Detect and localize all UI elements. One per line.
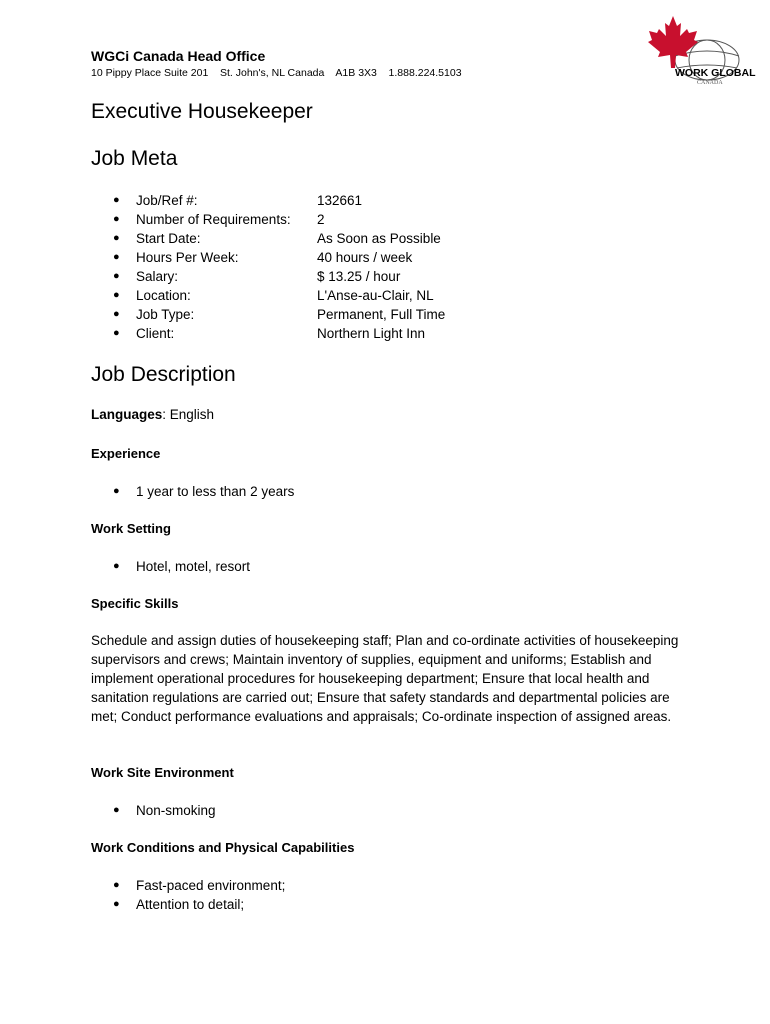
bullet-icon: ● <box>113 194 120 206</box>
bullet-icon: ● <box>113 232 120 244</box>
bullet-icon: ● <box>113 485 120 497</box>
bullet-icon: ● <box>113 213 120 225</box>
list-item <box>0 801 770 820</box>
meta-value: 2 <box>317 212 325 227</box>
list-item-text: Non-smoking <box>136 803 216 818</box>
bullet-icon: ● <box>113 270 120 282</box>
office-name: WGCi Canada Head Office <box>91 48 266 64</box>
meta-label: Location: <box>136 288 191 303</box>
meta-value: As Soon as Possible <box>317 231 441 246</box>
specific-skills-text: Schedule and assign duties of housekeeping staff; Plan and co-ordinate activities of housekeeping supervisors and crews; Maintain inventory of supplies, equipment and uniforms; Establish and implement operational procedures for housekeeping department; Ensure that local health and sanitation regulations are carried out; Ensure that safety standards and departmental policies are met; Conduct performance evaluations and appraisals; Co-ordinate inspection of assigned areas. <box>91 633 679 724</box>
svg-text:WORK GLOBAL: WORK GLOBAL <box>675 67 756 79</box>
bullet-icon: ● <box>113 289 120 301</box>
work-setting-heading: Work Setting <box>91 521 171 536</box>
specific-skills-heading: Specific Skills <box>91 596 179 611</box>
meta-value: 40 hours / week <box>317 250 413 265</box>
meta-value: L'Anse-au-Clair, NL <box>317 288 434 303</box>
bullet-icon: ● <box>113 804 120 816</box>
svg-text:CANADA: CANADA <box>697 80 723 86</box>
languages-value: : English <box>162 407 215 422</box>
bullet-icon: ● <box>113 327 120 339</box>
meta-value: Northern Light Inn <box>317 326 426 341</box>
job-meta-heading: Job Meta <box>91 147 178 170</box>
list-item <box>0 895 770 914</box>
job-description-heading: Job Description <box>91 363 236 386</box>
list-item-text: Fast-paced environment; <box>136 878 286 893</box>
job-title: Executive Housekeeper <box>91 100 313 123</box>
meta-label: Salary: <box>136 269 179 284</box>
work-conditions-heading: Work Conditions and Physical Capabilities <box>91 840 355 855</box>
meta-value: Permanent, Full Time <box>317 307 446 322</box>
languages-line <box>91 407 214 422</box>
bullet-icon: ● <box>113 879 120 891</box>
list-item-text: Hotel, motel, resort <box>136 559 251 574</box>
meta-label: Hours Per Week: <box>136 250 239 265</box>
work-site-heading: Work Site Environment <box>91 765 234 780</box>
meta-label: Client: <box>136 326 175 341</box>
list-item <box>0 876 770 895</box>
meta-value: $ 13.25 / hour <box>317 269 401 284</box>
meta-label: Job Type: <box>136 307 195 322</box>
meta-value: 132661 <box>317 193 363 208</box>
bullet-icon: ● <box>113 308 120 320</box>
languages-label: Languages <box>91 407 163 422</box>
list-item-text: Attention to detail; <box>136 897 245 912</box>
meta-label: Job/Ref #: <box>136 193 198 208</box>
experience-heading: Experience <box>91 446 161 461</box>
list-item <box>0 557 770 576</box>
list-item-text: 1 year to less than 2 years <box>136 484 295 499</box>
maple-leaf-icon <box>648 16 698 68</box>
meta-label: Start Date: <box>136 231 201 246</box>
bullet-icon: ● <box>113 251 120 263</box>
office-address: 10 Pippy Place Suite 201 St. John's, NL Canada A1B 3X3 1.888.224.5103 <box>91 67 462 79</box>
list-item <box>0 482 770 501</box>
bullet-icon: ● <box>113 560 120 572</box>
work-global-logo <box>645 12 756 92</box>
bullet-icon: ● <box>113 898 120 910</box>
meta-label: Number of Requirements: <box>136 212 291 227</box>
